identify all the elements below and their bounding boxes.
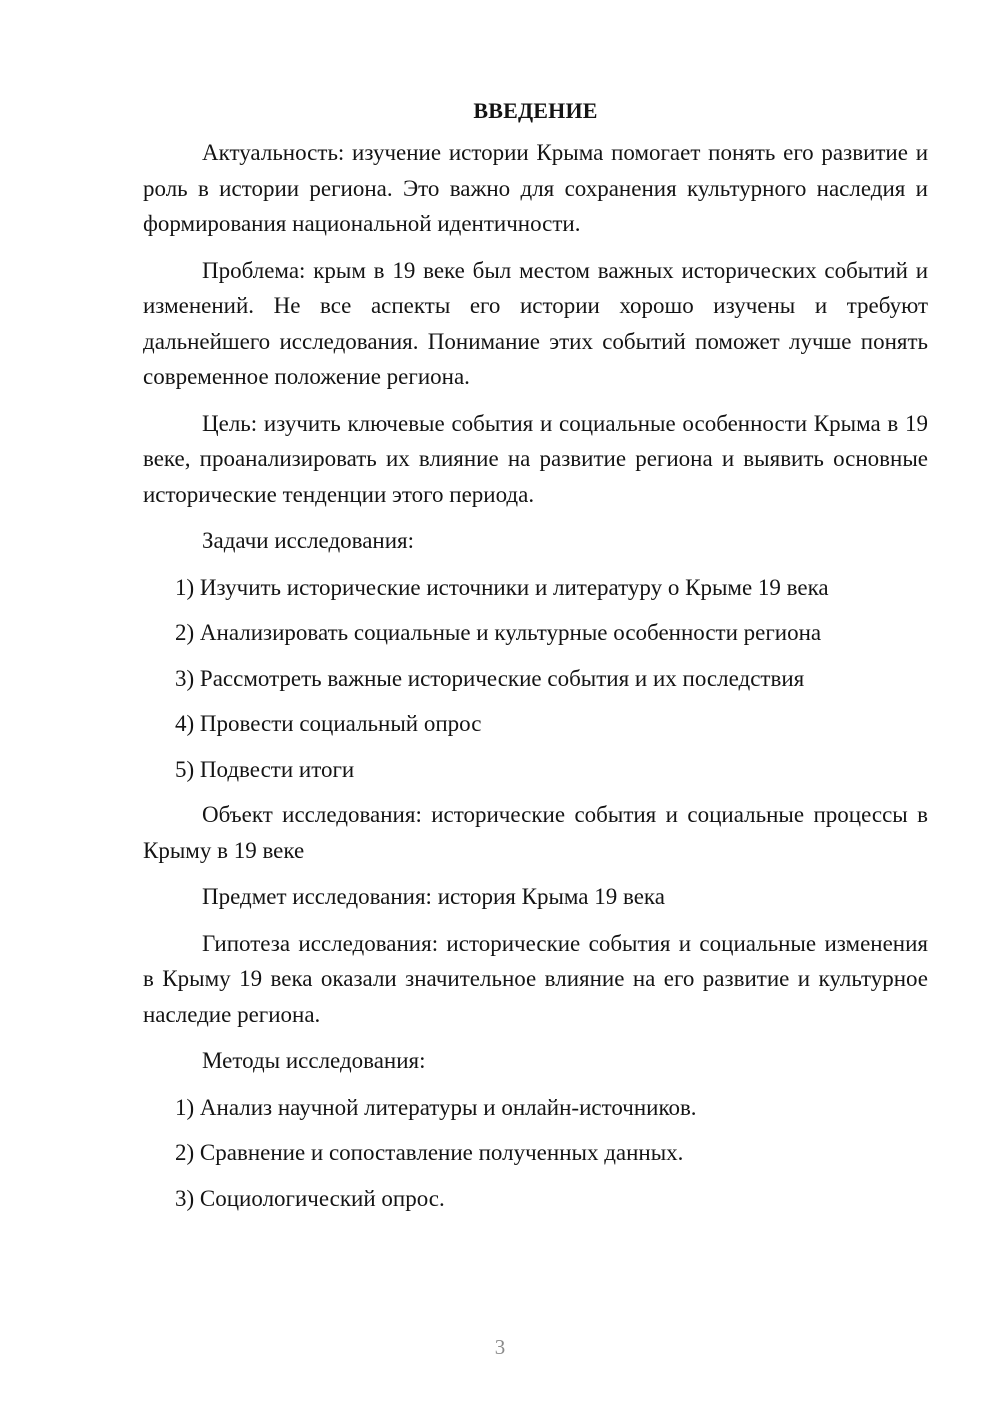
- tasks-list: [143, 570, 928, 787]
- methods-heading: Методы исследования:: [202, 1048, 426, 1073]
- task-item: 5) Подвести итоги: [175, 756, 355, 782]
- subject-paragraph: Предмет исследования: история Крыма 19 века: [202, 884, 665, 909]
- section-title: ВВЕДЕНИЕ: [473, 98, 598, 123]
- object-paragraph: Объект исследования: исторические события и социальные процессы в Крыму в 19 веке: [143, 802, 928, 863]
- method-item: 2) Сравнение и сопоставление полученных данных.: [175, 1140, 684, 1165]
- goal-paragraph: Цель: изучить ключевые события и социальные особенности Крыма в 19 веке, проанализировать их влияние на развитие региона и выявить основные исторические тенденции этого периода.: [143, 410, 928, 507]
- relevance-paragraph: Актуальность: изучение истории Крыма помогает понять его развитие и роль в истории региона. Это важно для сохранения культурного наследия и формирования национальной идентичности.: [143, 140, 928, 236]
- tasks-heading: Задачи исследования:: [202, 528, 415, 553]
- task-item: 3) Рассмотреть важные исторические события и их последствия: [175, 665, 805, 691]
- method-item: 3) Социологический опрос.: [175, 1185, 445, 1211]
- hypothesis-paragraph: Гипотеза исследования: исторические события и социальные изменения в Крыму 19 века оказали значительное влияние на его развитие и культурное наследие региона.: [143, 930, 928, 1027]
- page-number: 3: [494, 1335, 506, 1359]
- page-content: [143, 93, 928, 1226]
- task-item: 2) Анализировать социальные и культурные особенности региона: [175, 620, 822, 645]
- problem-paragraph: Проблема: крым в 19 веке был местом важных исторических событий и изменений. Не все аспекты его истории хорошо изучены и требуют дальнейшего исследования. Понимание этих событий поможет лучше понять современное положение региона.: [143, 257, 928, 389]
- method-item: 1) Анализ научной литературы и онлайн-источников.: [175, 1094, 697, 1120]
- methods-list: [143, 1090, 928, 1216]
- task-item: 4) Провести социальный опрос: [175, 711, 482, 736]
- task-item: 1) Изучить исторические источники и литературу о Крыме 19 века: [175, 574, 829, 600]
